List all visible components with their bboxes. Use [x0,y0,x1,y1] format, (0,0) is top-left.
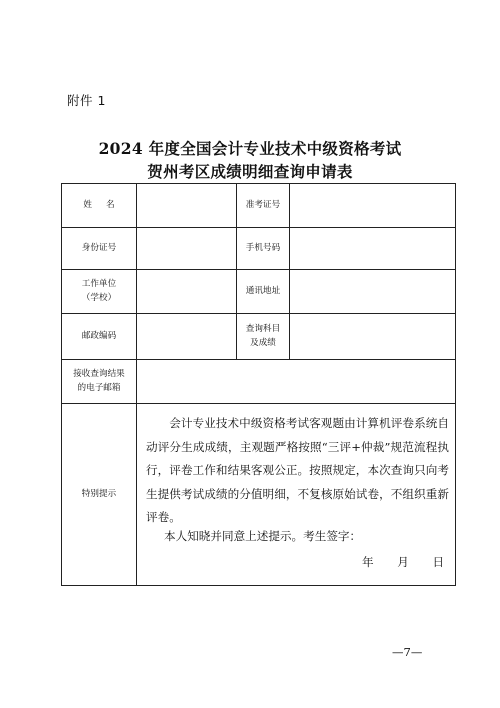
email-label-line-1: 接收查询结果 [73,369,125,380]
subject-label-cell [237,314,290,360]
document-title-line-2: 贺州考区成绩明细查询申请表 [147,162,353,181]
name-label: 姓名 [83,199,129,210]
acknowledgement-text: 本人知晓并同意上述提示。考生签字： [164,529,362,543]
id-card-label: 身份证号 [81,242,117,253]
phone-field[interactable] [290,228,456,270]
special-label: 特别提示 [81,488,117,499]
form-row-postal [62,314,456,360]
form-row-special-notice [62,404,456,586]
form-row-name [62,184,456,228]
subject-field[interactable] [290,314,456,360]
exam-id-label-cell [237,184,290,228]
subject-label-line-1: 查询科目 [245,324,281,335]
phone-label-cell [237,228,290,270]
postal-label-cell [62,314,137,360]
work-unit-sub-label: （学校） [81,292,117,303]
name-field[interactable] [137,184,237,228]
address-label: 通讯地址 [245,285,281,296]
phone-label: 手机号码 [245,242,281,253]
work-unit-label-cell [62,270,137,314]
email-field[interactable] [137,360,456,404]
work-unit-field[interactable] [137,270,237,314]
document-title-line-1: 2024 年度全国会计专业技术中级资格考试 [98,139,402,158]
form-row-work-unit [62,270,456,314]
page-number: —7— [392,645,423,659]
special-notice-cell [137,404,456,586]
postal-label: 邮政编码 [81,330,117,341]
exam-id-field[interactable] [290,184,456,228]
postal-field[interactable] [137,314,237,360]
name-label-cell [62,184,137,228]
exam-id-label: 准考证号 [245,199,281,210]
attachment-label: 附件 1 [67,93,106,108]
application-form-table [61,183,456,586]
id-card-label-cell [62,228,137,270]
address-field[interactable] [290,270,456,314]
address-label-cell [237,270,290,314]
email-label-line-2: 的电子邮箱 [77,382,121,393]
form-row-email [62,360,456,404]
form-row-id-card [62,228,456,270]
signature-date-line: 年 月 日 [362,555,445,569]
email-label-cell [62,360,137,404]
subject-label-line-2: 及成绩 [250,337,276,348]
work-unit-label: 工作单位 [81,279,117,290]
special-label-cell [62,404,137,586]
id-card-field[interactable] [137,228,237,270]
special-notice-text: 会计专业技术中级资格考试客观题由计算机评卷系统自动评分生成成绩，主观题严格按照“三评+仲裁”规范流程执行，评卷工作和结果客观公正。按照规定，本次查询只向考生提供考试成绩的分值明细，不复核原始试卷，不组织重新评卷。 [146,416,449,524]
